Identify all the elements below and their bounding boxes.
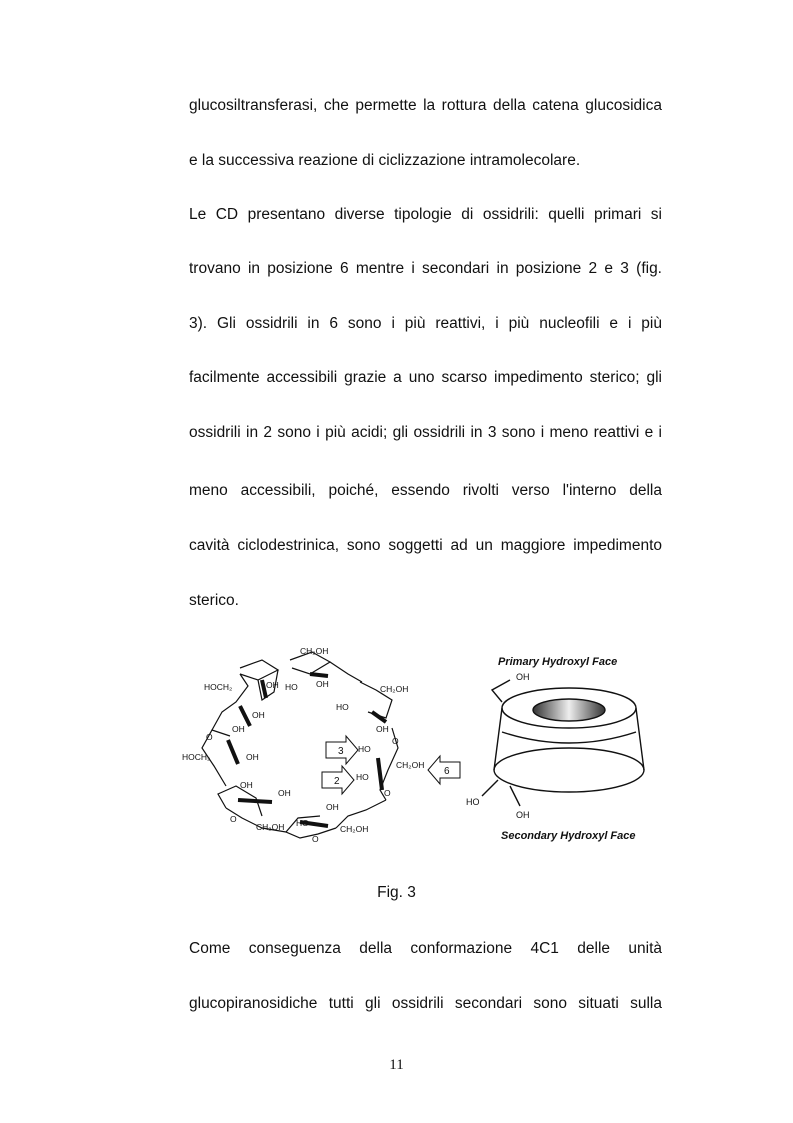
structure-label: O [230, 814, 237, 824]
text-line: 3). Gli ossidrili in 6 sono i più reattivi, i più nucleofili e i più [189, 315, 662, 332]
text-line: facilmente accessibili grazie a uno scarso impedimento sterico; gli [189, 369, 662, 386]
cone-label: HO [466, 797, 480, 807]
structure-label: O [384, 788, 391, 798]
text-line: ossidrili in 2 sono i più acidi; gli ossidrili in 3 sono i meno reattivi e i [189, 424, 662, 441]
structure-label: OH [316, 679, 329, 689]
cone-label: OH [516, 672, 530, 682]
figure-caption: Fig. 3 [377, 884, 416, 901]
text-line: meno accessibili, poiché, essendo rivolti verso l'interno della [189, 482, 662, 499]
position-label: 3 [338, 746, 344, 757]
text-line: e la successiva reazione di ciclizzazione intramolecolare. [189, 152, 581, 169]
structure-label: OH [266, 680, 279, 690]
structure-label: OH [326, 802, 339, 812]
structure-label: HO [356, 772, 369, 782]
structure-label: CH₂OH [300, 646, 329, 656]
page-number: 11 [389, 1057, 404, 1073]
structure-label: HO [285, 682, 298, 692]
position-label: 6 [444, 766, 450, 777]
structure-label: CH₂OH [256, 822, 285, 832]
cone-label: OH [516, 810, 530, 820]
structure-label: O [392, 736, 399, 746]
text-line: sterico. [189, 592, 239, 609]
position-label: 2 [334, 776, 340, 787]
structure-label: O [206, 732, 213, 742]
structure-label: HO [296, 818, 309, 828]
text-line: Come conseguenza della conformazione 4C1 delle unità [189, 940, 662, 957]
structure-label: OH [246, 752, 259, 762]
structure-label: CH₂OH [340, 824, 369, 834]
structure-label: HO [336, 702, 349, 712]
structure-label: CH₂OH [396, 760, 425, 770]
structure-label: OH [376, 724, 389, 734]
structure-label: HOCH₂ [204, 682, 233, 692]
structure-label: CH₂OH [380, 684, 409, 694]
hydroxyl-face-diagram [482, 680, 644, 806]
text-line: Le CD presentano diverse tipologie di ossidrili: quelli primari si [189, 206, 662, 223]
structure-label: OH [240, 780, 253, 790]
structure-label: HOCH₂ [182, 752, 211, 762]
structure-label: O [312, 834, 319, 844]
primary-face-label: Primary Hydroxyl Face [498, 656, 618, 668]
text-line: glucosiltransferasi, che permette la rottura della catena glucosidica [189, 97, 662, 114]
structure-label: OH [232, 724, 245, 734]
secondary-face-label: Secondary Hydroxyl Face [501, 830, 636, 842]
figure-3 [0, 640, 793, 870]
structure-label: OH [252, 710, 265, 720]
text-line: trovano in posizione 6 mentre i secondari in posizione 2 e 3 (fig. [189, 260, 662, 277]
structure-label: HO [358, 744, 371, 754]
structure-label: OH [278, 788, 291, 798]
text-line: glucopiranosidiche tutti gli ossidrili secondari sono situati sulla [189, 995, 662, 1012]
text-line: cavità ciclodestrinica, sono soggetti ad un maggiore impedimento [189, 537, 662, 554]
